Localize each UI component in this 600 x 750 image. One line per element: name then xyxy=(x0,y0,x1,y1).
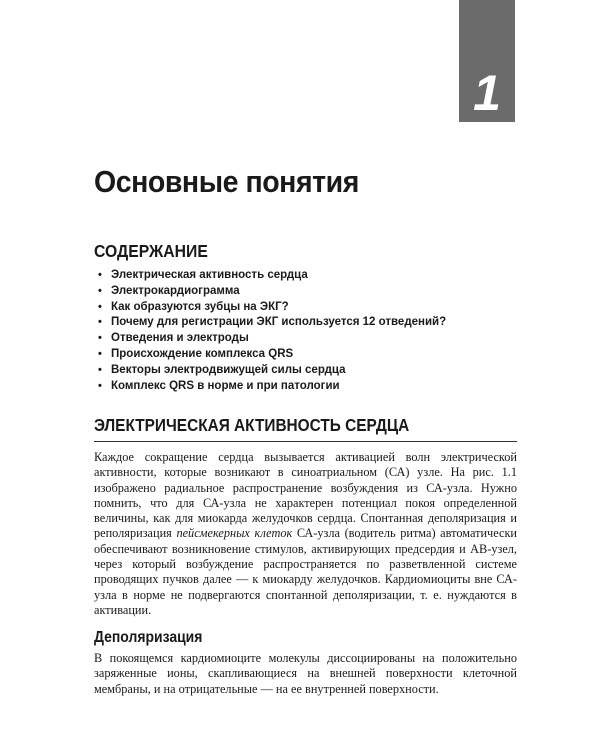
bullet-icon: • xyxy=(98,332,102,345)
bullet-icon: • xyxy=(98,363,102,376)
section-heading: ЭЛЕКТРИЧЕСКАЯ АКТИВНОСТЬ СЕРДЦА xyxy=(94,415,410,435)
bullet-icon: • xyxy=(98,316,102,329)
contents-item: • Электрическая активность сердца xyxy=(98,268,518,284)
contents-item: • Векторы электродвижущей силы сердца xyxy=(98,363,518,379)
contents-item: • Отведения и электроды xyxy=(98,331,518,347)
contents-item: • Почему для регистрации ЭКГ используется 12 отведений? xyxy=(98,315,518,331)
section-divider xyxy=(94,441,517,442)
bullet-icon: • xyxy=(98,347,102,360)
chapter-title: Основные понятия xyxy=(94,164,359,199)
bullet-icon: • xyxy=(98,379,102,392)
contents-item: • Как образуются зубцы на ЭКГ? xyxy=(98,300,518,316)
contents-item: • Электрокардиограмма xyxy=(98,284,518,300)
subsection-heading: Деполяризация xyxy=(94,629,203,646)
emphasis-term: пейсмекерных клеток xyxy=(176,526,293,541)
contents-item: • Комплекс QRS в норме и при патологии xyxy=(98,379,518,395)
bullet-icon: • xyxy=(98,269,102,281)
contents-list xyxy=(98,268,518,394)
section-paragraph: Каждое сокращение сердца вызывается активацией волн электрической активности, которые возникают в синоатриальном (СА) узле. На рис. 1.1 изображено радиальное распространение возбуждения из СА-узла. Нужно помнить, что для СА-узла не характерен потенциал покоя определенной величины, как для миокарда желудочков сердца. Спонтанная деполяризация и реполяризация пейсмекерных клеток СА-узла (водитель ритма) автоматически обеспечивают возникновение стимулов, активирующих предсердия и АВ-узел, через который возбуждение распространяется по разветвленной системе проводящих пучков далее — к миокарду желудочков. Кардиомиоциты вне СА-узла в норме не подвергаются спонтанной деполяризации, т. е. нуждаются в активации. xyxy=(94,450,517,617)
contents-heading: СОДЕРЖАНИЕ xyxy=(94,241,208,261)
subsection-paragraph: В покоящемся кардиомиоците молекулы диссоциированы на положительно заряженные ионы, скапливающиеся на внешней поверхности клеточной мембраны, и на отрицательные — на ее внутренней поверхности. xyxy=(94,651,517,696)
bullet-icon: • xyxy=(98,300,102,313)
contents-item: • Происхождение комплекса QRS xyxy=(98,347,518,363)
chapter-number: 1 xyxy=(473,65,501,121)
chapter-number-tab xyxy=(459,0,515,122)
bullet-icon: • xyxy=(98,284,102,297)
